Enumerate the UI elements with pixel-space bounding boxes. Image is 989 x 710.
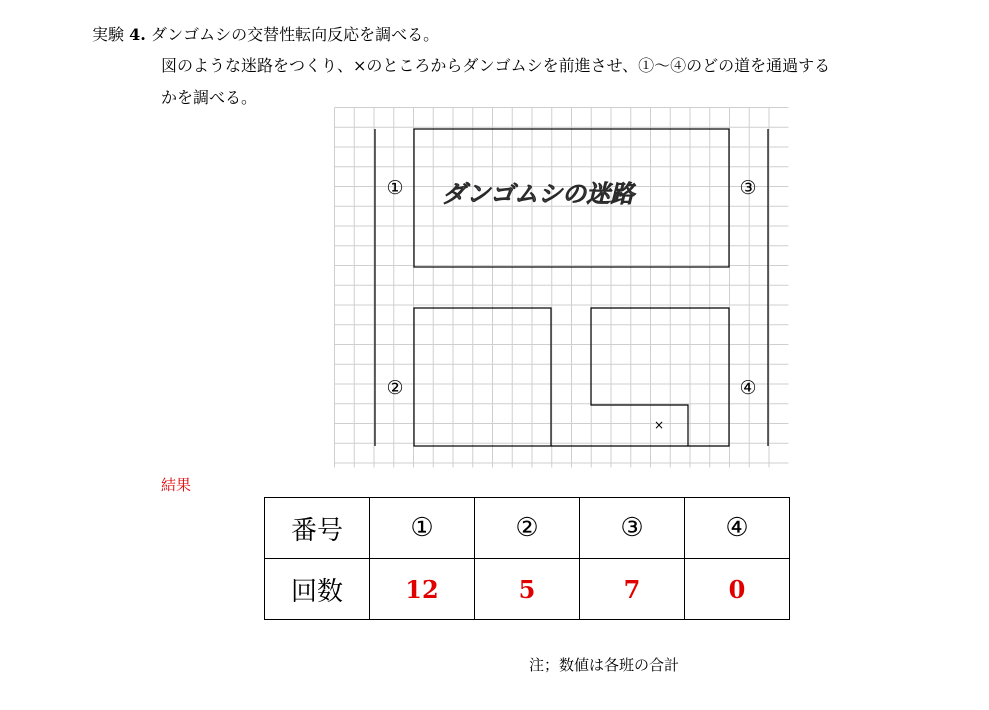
experiment-heading — [92, 22, 439, 45]
path-label-2: ② — [386, 377, 404, 399]
number-cell-4: ④ — [685, 498, 790, 559]
header-label-cell: 番号 — [265, 498, 370, 559]
footnote: 注；数値は各班の合計 — [529, 656, 680, 674]
row-label-cell: 回数 — [265, 559, 370, 620]
path-label-3: ③ — [739, 177, 757, 199]
count-cell-3: 7 — [580, 559, 685, 620]
number-cell-3: ③ — [580, 498, 685, 559]
path-label-4: ④ — [739, 377, 757, 399]
table-row-header — [265, 498, 790, 559]
results-table — [264, 497, 790, 620]
count-cell-2: 5 — [475, 559, 580, 620]
count-cell-1: 12 — [370, 559, 475, 620]
start-mark: × — [653, 418, 665, 432]
result-label: 結果 — [161, 476, 192, 494]
count-cell-4: 0 — [685, 559, 790, 620]
maze-diagram — [334, 107, 789, 468]
maze-title: ダンゴムシの迷路 — [441, 180, 635, 208]
number-cell-1: ① — [370, 498, 475, 559]
bottom-left-block — [414, 308, 551, 446]
heading-number: 4. — [129, 25, 146, 44]
description-line-1: 図のような迷路をつくり、×のところからダンゴムシを前進させ、①～④のどの道を通過する — [161, 56, 831, 75]
maze-grid — [335, 108, 789, 468]
table-row-counts — [265, 559, 790, 620]
heading-prefix: 実験 — [92, 25, 125, 44]
path-label-1: ① — [386, 177, 404, 199]
heading-text: ダンゴムシの交替性転向反応を調べる。 — [150, 25, 440, 44]
number-cell-2: ② — [475, 498, 580, 559]
description-line-2: かを調べる。 — [161, 88, 258, 107]
